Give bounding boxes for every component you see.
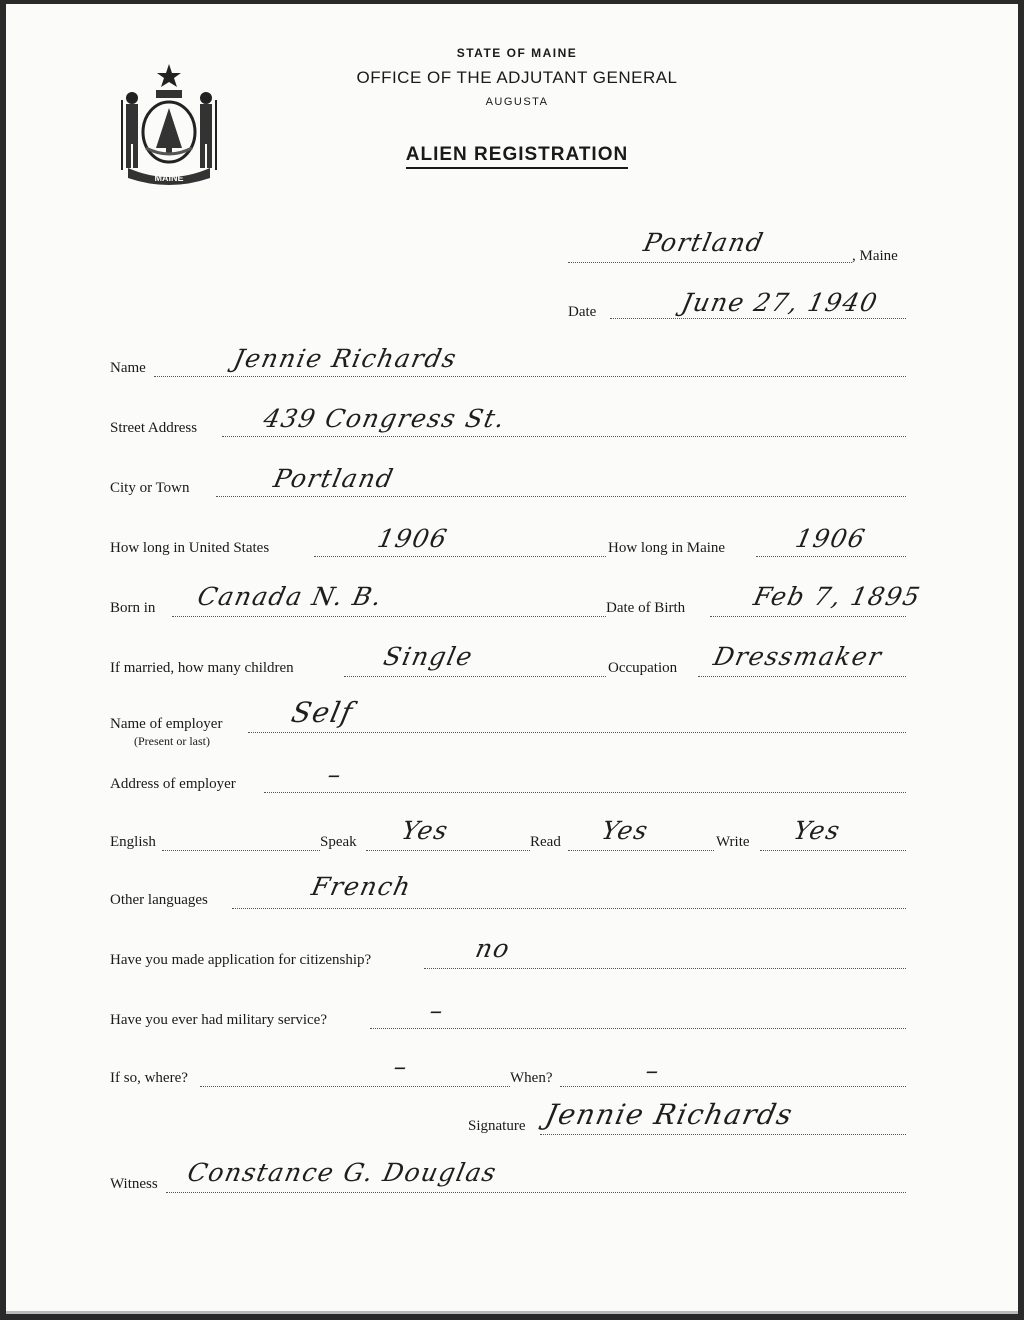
where-entry: – (390, 1052, 412, 1081)
place-line (568, 262, 852, 263)
write-entry: Yes (790, 816, 844, 845)
name-line (154, 376, 906, 377)
date-entry: June 27, 1940 (678, 288, 881, 317)
children-label: If married, how many children (110, 660, 294, 676)
street-line (222, 436, 906, 437)
city-entry: Portland (270, 464, 397, 493)
read-label: Read (530, 834, 561, 850)
how-long-us-entry: 1906 (374, 524, 451, 553)
speak-entry: Yes (398, 816, 452, 845)
born-in-label: Born in (110, 600, 156, 616)
occupation-line (698, 676, 906, 677)
citizenship-entry: no (472, 934, 514, 963)
place-entry: Portland (640, 228, 767, 257)
write-line (760, 850, 906, 851)
date-label: Date (568, 304, 597, 320)
military-label: Have you ever had military service? (110, 1012, 327, 1028)
how-long-maine-label: How long in Maine (608, 540, 726, 556)
witness-label: Witness (110, 1176, 158, 1192)
witness-line (166, 1192, 906, 1193)
employer-address-line (264, 792, 906, 793)
other-languages-line (232, 908, 906, 909)
signature-label: Signature (468, 1118, 526, 1134)
how-long-maine-entry: 1906 (792, 524, 869, 553)
when-entry: – (642, 1056, 664, 1085)
date-line (610, 318, 906, 319)
employer-entry: Self (288, 696, 357, 729)
read-entry: Yes (598, 816, 652, 845)
form-title: ALIEN REGISTRATION (11, 144, 1023, 166)
english-line (162, 850, 320, 851)
other-languages-label: Other languages (110, 892, 208, 908)
read-line (568, 850, 714, 851)
employer-label: Name of employer (110, 716, 223, 732)
header-city: AUGUSTA (485, 96, 549, 108)
write-label: Write (716, 834, 750, 850)
children-line (344, 676, 606, 677)
signature-line (540, 1134, 906, 1135)
name-label: Name (110, 360, 146, 376)
dob-line (710, 616, 906, 617)
header-office: OFFICE OF THE ADJUTANT GENERAL (356, 68, 678, 87)
when-line (560, 1086, 906, 1087)
where-label: If so, where? (110, 1070, 188, 1086)
military-entry: – (426, 996, 448, 1025)
header-state: STATE OF MAINE (456, 46, 578, 60)
signature-entry: Jennie Richards (542, 1098, 797, 1131)
children-entry: Single (380, 642, 477, 671)
when-label: When? (510, 1070, 553, 1086)
citizenship-line (424, 968, 906, 969)
occupation-label: Occupation (608, 660, 678, 676)
city-line (216, 496, 906, 497)
employer-note-label: (Present or last) (134, 734, 210, 748)
dob-entry: Feb 7, 1895 (750, 582, 924, 611)
street-entry: 439 Congress St. (260, 404, 509, 433)
where-line (200, 1086, 510, 1087)
name-entry: Jennie Richards (230, 344, 460, 373)
city-label: City or Town (110, 480, 190, 496)
english-label: English (110, 834, 156, 850)
employer-address-label: Address of employer (110, 776, 236, 792)
military-line (370, 1028, 906, 1029)
occupation-entry: Dressmaker (710, 642, 886, 671)
speak-line (366, 850, 530, 851)
speak-label: Speak (320, 834, 357, 850)
witness-entry: Constance G. Douglas (184, 1158, 500, 1187)
other-languages-entry: French (308, 872, 415, 901)
employer-address-entry: – (324, 760, 346, 789)
how-long-us-line (314, 556, 606, 557)
employer-line (248, 732, 906, 733)
dob-label: Date of Birth (606, 600, 686, 616)
place-suffix-label: , Maine (852, 248, 898, 264)
born-in-line (172, 616, 606, 617)
svg-text:MAINE: MAINE (154, 173, 184, 183)
page-bottom-edge (6, 1311, 1018, 1314)
registration-form-page (6, 4, 1018, 1314)
born-in-entry: Canada N. B. (194, 582, 386, 611)
how-long-maine-line (756, 556, 906, 557)
how-long-us-label: How long in United States (110, 540, 270, 556)
citizenship-label: Have you made application for citizenship? (110, 952, 372, 968)
street-label: Street Address (110, 420, 198, 436)
